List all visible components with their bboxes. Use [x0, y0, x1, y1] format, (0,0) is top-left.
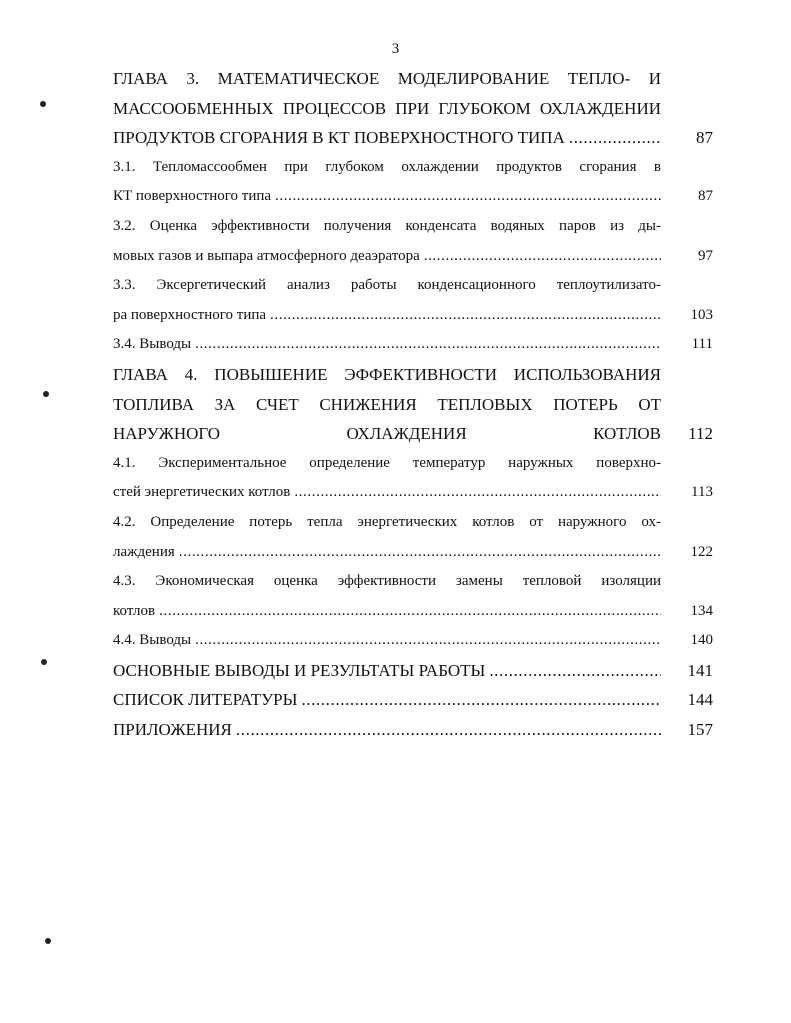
- toc-entry-title: [113, 656, 661, 686]
- toc-entry-page: 134: [690, 602, 713, 619]
- toc-entry-page: 144: [687, 690, 713, 710]
- toc-entry-title: [113, 626, 661, 656]
- toc-entry-page: 111: [691, 336, 713, 353]
- toc-entry: [113, 360, 713, 449]
- toc-entry-line: котлов: [113, 602, 156, 619]
- toc-entry-line: СПИСОК ЛИТЕРАТУРЫ: [113, 690, 298, 710]
- toc-entry-line: КТ поверхностного типа: [113, 188, 272, 205]
- toc-entry-line: мовых газов и выпара атмосферного деаэратора: [113, 247, 420, 264]
- toc-entry-line: ПРИЛОЖЕНИЯ: [113, 720, 232, 740]
- toc-entry-page: 112: [688, 424, 713, 444]
- toc-entry: [113, 271, 713, 330]
- toc-entry-leader-line: [113, 715, 661, 745]
- toc-entry-leader-line: [113, 123, 661, 153]
- toc-entry-line: НАРУЖНОГО ОХЛАЖДЕНИЯ КОТЛОВ: [113, 424, 661, 444]
- toc-entry-line: МАССООБМЕННЫХ ПРОЦЕССОВ ПРИ ГЛУБОКОМ ОХЛАЖДЕНИИ: [113, 98, 661, 118]
- toc-entry-title: [113, 64, 661, 153]
- toc-entry-line: 4.3. Экономическая оценка эффективности замены тепловой изоляции: [113, 573, 661, 590]
- toc-entry-leader-line: [113, 656, 661, 686]
- toc-entry-line: ТОПЛИВА ЗА СЧЕТ СНИЖЕНИЯ ТЕПЛОВЫХ ПОТЕРЬ ОТ: [113, 394, 661, 414]
- toc-entry-page: 103: [690, 306, 713, 323]
- dot-leader: [195, 626, 661, 656]
- toc-entry-line: ра поверхностного типа: [113, 306, 267, 323]
- dot-leader: [424, 242, 661, 272]
- dot-leader: [159, 597, 661, 627]
- toc-entry-title: [113, 330, 661, 360]
- toc-entry-line: ГЛАВА 4. ПОВЫШЕНИЕ ЭФФЕКТИВНОСТИ ИСПОЛЬЗОВАНИЯ: [113, 364, 661, 384]
- toc-entry-leader-line: [113, 330, 661, 360]
- toc-entry-page: 157: [687, 720, 713, 740]
- toc-entry-title: [113, 153, 661, 212]
- toc-entry-page: 140: [690, 632, 713, 649]
- dot-leader: [275, 182, 661, 212]
- toc-entry-line: 4.4. Выводы: [113, 632, 192, 649]
- toc-entry-title: [113, 212, 661, 271]
- toc-entry-line: 3.4. Выводы: [113, 336, 192, 353]
- toc-entry-line: ГЛАВА 3. МАТЕМАТИЧЕСКОЕ МОДЕЛИРОВАНИЕ ТЕПЛО- И: [113, 69, 661, 88]
- toc-entry-line: стей энергетических котлов: [113, 484, 291, 501]
- scan-speck: [41, 659, 47, 665]
- toc-entry-leader-line: [113, 301, 661, 331]
- toc-entry-title: [113, 449, 661, 508]
- toc-entry-title: [113, 360, 661, 449]
- toc-entry: [113, 153, 713, 212]
- toc-entry: [113, 212, 713, 271]
- table-of-contents: [113, 64, 713, 745]
- dot-leader: [236, 715, 661, 745]
- toc-entry-line: 3.1. Тепломассообмен при глубоком охлаждении продуктов сгорания в: [113, 158, 661, 175]
- toc-entry-page: 122: [690, 543, 713, 560]
- dot-leader: [489, 656, 661, 686]
- toc-entry: [113, 656, 713, 686]
- toc-entry-leader-line: [113, 597, 661, 627]
- toc-entry-line: ПРОДУКТОВ СГОРАНИЯ В КТ ПОВЕРХНОСТНОГО ТИПА: [113, 128, 565, 148]
- toc-entry-page: 113: [691, 484, 713, 501]
- toc-entry-page: 87: [698, 188, 713, 205]
- dot-leader: [195, 330, 661, 360]
- dot-leader: [301, 685, 661, 715]
- toc-entry-page: 97: [698, 247, 713, 264]
- dot-leader: [179, 538, 661, 568]
- toc-entry-leader-line: [113, 242, 661, 272]
- toc-entry-line: 4.1. Экспериментальное определение температур наружных поверхно-: [113, 454, 661, 471]
- dot-leader: [569, 123, 661, 153]
- toc-entry-title: [113, 508, 661, 567]
- toc-entry-line: 3.2. Оценка эффективности получения конденсата водяных паров из ды-: [113, 217, 661, 234]
- toc-entry: [113, 626, 713, 656]
- toc-entry: [113, 685, 713, 715]
- toc-entry-title: [113, 715, 661, 745]
- toc-entry-line: лаждения: [113, 543, 175, 560]
- toc-entry-title: [113, 685, 661, 715]
- scan-speck: [43, 391, 49, 397]
- toc-entry: [113, 715, 713, 745]
- scan-speck: [40, 101, 46, 107]
- toc-entry-page: 87: [696, 128, 713, 148]
- toc-entry-page: 141: [687, 660, 713, 680]
- toc-entry-line: 3.3. Эксергетический анализ работы конденсационного теплоутилизато-: [113, 277, 661, 294]
- toc-entry-line: 4.2. Определение потерь тепла энергетических котлов от наружного ох-: [113, 513, 661, 530]
- toc-entry-leader-line: [113, 478, 661, 508]
- toc-entry: [113, 449, 713, 508]
- page-number: 3: [391, 41, 400, 57]
- toc-entry: [113, 64, 713, 153]
- toc-entry: [113, 567, 713, 626]
- toc-entry-title: [113, 271, 661, 330]
- scan-speck: [45, 938, 51, 944]
- toc-entry: [113, 508, 713, 567]
- dot-leader: [294, 478, 661, 508]
- toc-entry-leader-line: [113, 685, 661, 715]
- dot-leader: [270, 301, 661, 331]
- toc-entry-leader-line: [113, 182, 661, 212]
- toc-entry-title: [113, 567, 661, 626]
- toc-entry-leader-line: [113, 538, 661, 568]
- toc-entry-leader-line: [113, 626, 661, 656]
- toc-entry: [113, 330, 713, 360]
- toc-entry-line: ОСНОВНЫЕ ВЫВОДЫ И РЕЗУЛЬТАТЫ РАБОТЫ: [113, 660, 486, 680]
